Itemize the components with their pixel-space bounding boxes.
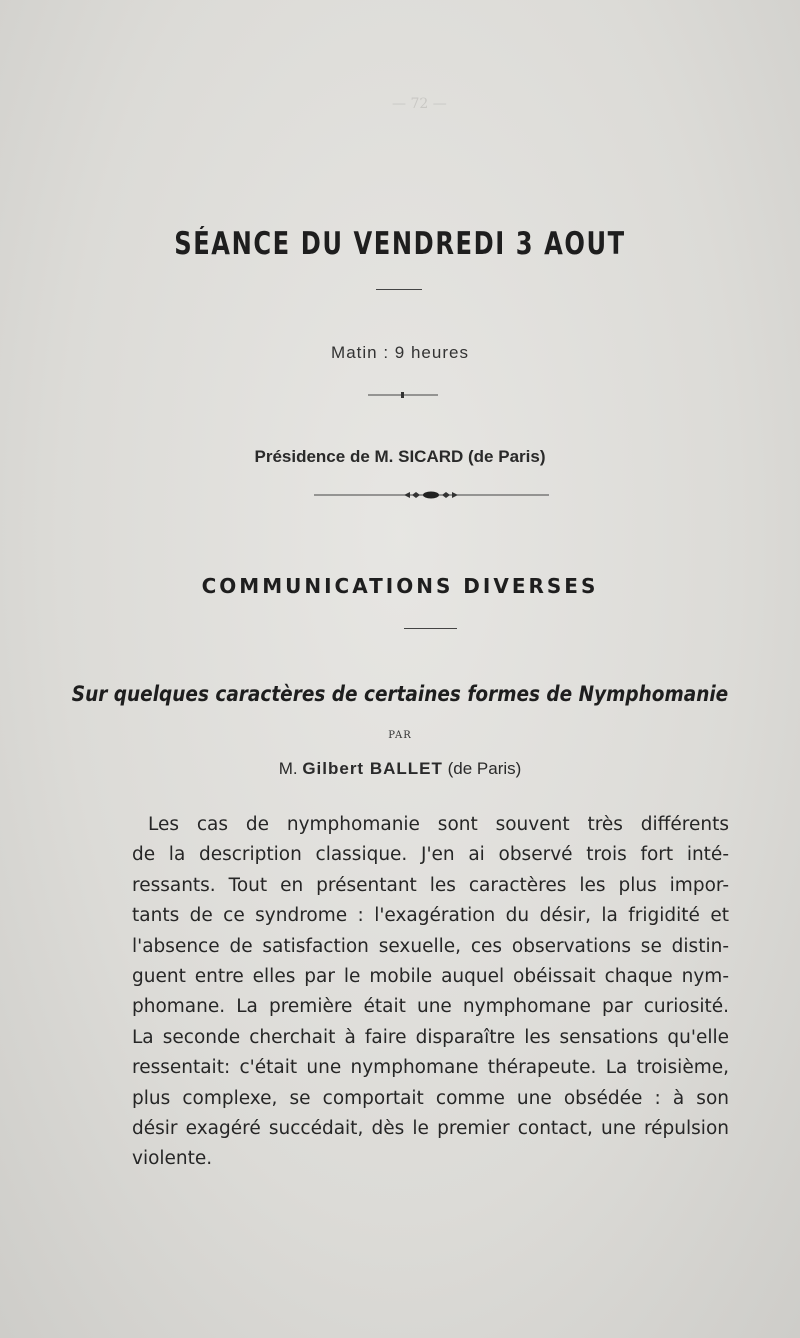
body-line: guent entre elles par le mobile auquel obéissait chaque nym- [132, 966, 729, 988]
page-number: — 72 — [392, 96, 447, 112]
session-time: Matin : 9 heures [331, 343, 469, 362]
paper-title: Sur quelques caractères de certaines formes de Nymphomanie [71, 682, 729, 706]
small-ornament [368, 389, 438, 401]
body-line: plus complexe, se comportait comme une obsédée : à son [132, 1087, 729, 1109]
presidency-line: Présidence de M. SICARD (de Paris) [254, 447, 546, 466]
body-paragraph [132, 810, 729, 1175]
body-line: Les cas de nymphomanie sont souvent très différents [148, 814, 729, 835]
author-prefix: M. [278, 759, 298, 778]
byline-par: PAR [388, 730, 412, 741]
wide-ornament [314, 488, 549, 502]
author-affiliation: (de Paris) [447, 759, 522, 778]
body-line: ressants. Tout en présentant les caractères les plus impor- [132, 874, 729, 896]
body-line: de la description classique. J'en ai observé trois fort inté- [132, 844, 729, 866]
divider-rule [404, 628, 457, 629]
session-title: SÉANCE DU VENDREDI 3 AOUT [174, 226, 626, 262]
body-line: tants de ce syndrome : l'exagération du désir, la frigidité et [132, 905, 729, 927]
body-line: violente. [132, 1148, 213, 1170]
divider-rule [376, 289, 422, 290]
body-line: l'absence de satisfaction sexuelle, ces observations se distin- [132, 935, 729, 957]
body-line: ressentait: c'était une nymphomane thérapeute. La troisième, [132, 1057, 729, 1079]
body-line: phomane. La première était une nymphomane par curiosité. [132, 996, 729, 1018]
body-line: La seconde cherchait à faire disparaître les sensations qu'elle [132, 1026, 729, 1048]
author-name: Gilbert BALLET [302, 759, 443, 778]
body-line: désir exagéré succédait, dès le premier contact, une répulsion [132, 1118, 729, 1140]
author-line [0, 759, 800, 779]
section-heading: COMMUNICATIONS DIVERSES [201, 574, 599, 598]
